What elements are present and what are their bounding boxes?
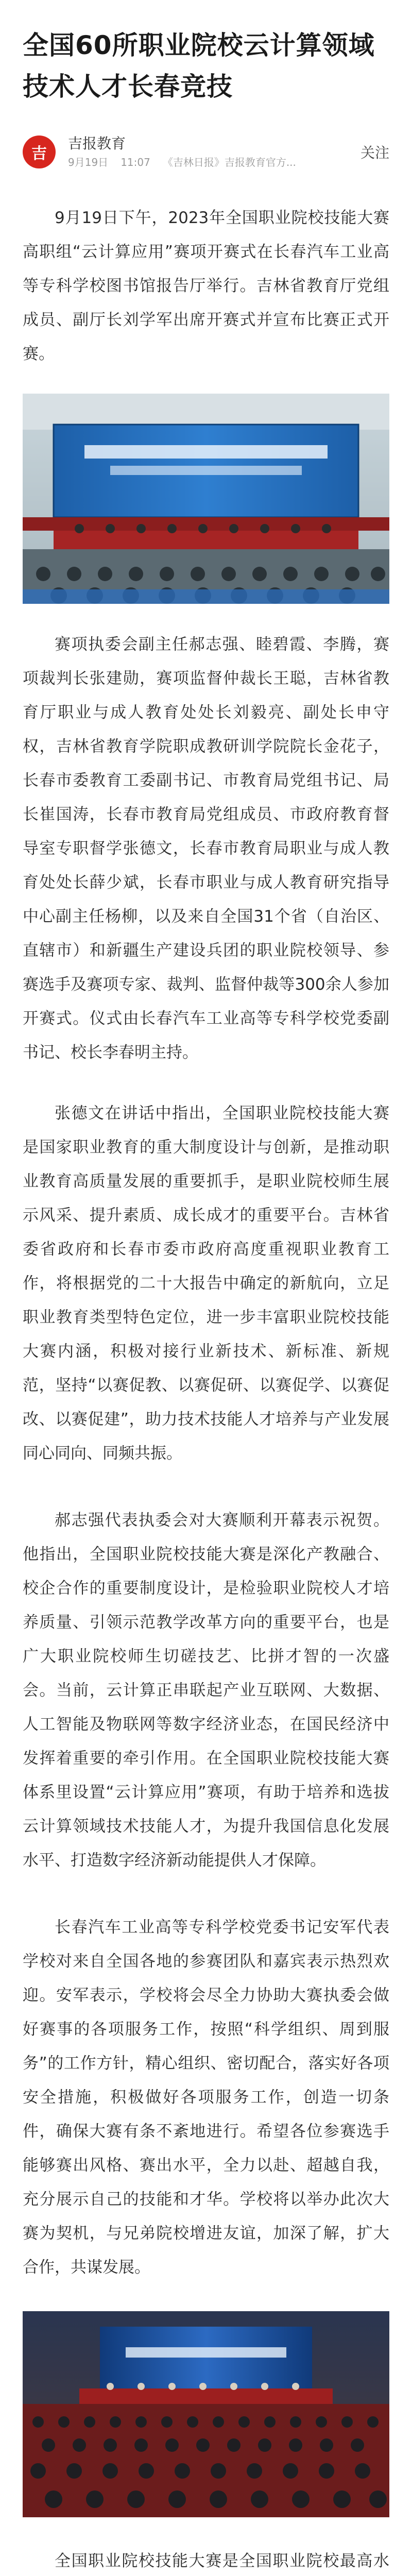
ceremony-audience-photo: [23, 2311, 389, 2517]
paragraph-3: 张德文在讲话中指出，全国职业院校技能大赛是国家职业教育的重大制度设计与创新，是推动职业教育高质量发展的重要抓手，是职业院校师生展示风采、提升素质、成长成才的重要平台。吉林省委省政府和长春市委市政府高度重视职业教育工作，将根据党的二十大报告中确定的新航向，立足职业教育类型特色定位，进一步丰富职业院校技能大赛内涵，积极对接行业新技术、新标准、新规范，坚持“以赛促教、以赛促研、以赛促学、以赛促改、以赛促建”，助力技术技能人才培养与产业发展同心同向、同频共振。: [23, 1104, 389, 1463]
author-bar: [0, 124, 412, 180]
article-title: 全国60所职业院校云计算领域技术人才长春竞技: [23, 30, 375, 101]
auditorium-stage-photo: [23, 394, 389, 604]
author-info: [68, 133, 350, 171]
publish-date: 9月19日: [68, 156, 109, 168]
auditorium-stage-image: [23, 394, 389, 604]
paragraph-4: 郝志强代表执委会对大赛顺利开幕表示祝贺。他指出，全国职业院校技能大赛是深化产教融合、校企合作的重要制度设计，是检验职业院校人才培养质量、引领示范教学改革方向的重要平台，也是广大职业院校师生切磋技艺、比拼才智的一次盛会。当前，云计算正串联起产业互联网、大数据、人工智能及物联网等数字经济业态，在国民经济中发挥着重要的牵引作用。在全国职业院校技能大赛体系里设置“云计算应用”赛项，有助于培养和选拔云计算领域技术技能人才，为提升我国信息化发展水平、打造数字经济新动能提供人才保障。: [23, 1511, 389, 1870]
author-avatar[interactable]: [23, 135, 56, 168]
follow-button[interactable]: 关注: [350, 137, 389, 167]
ceremony-audience-image: [23, 2311, 389, 2517]
paragraph-5: 长春汽车工业高等专科学校党委书记安军代表学校对来自全国各地的参赛团队和嘉宾表示热烈欢迎。安军表示，学校将会尽全力协助大赛执委会做好赛事的各项服务工作，按照“科学组织、周到服务”的工作方针，精心组织、密切配合，落实好各项安全措施，积极做好各项服务工作，创造一切条件，确保大赛有条不紊地进行。希望各位参赛选手能够赛出风格、赛出水平，全力以赴、超越自我，充分展示自己的技能和才华。学校将以举办此次大赛为契机，与兄弟院校增进友谊，加深了解，扩大合作，共谋发展。: [23, 1918, 389, 2277]
avatar-glyph: 吉: [31, 145, 47, 163]
publish-time: 11:07: [121, 156, 150, 168]
paragraph-2: 赛项执委会副主任郝志强、睦碧霞、李腾，赛项裁判长张建勋，赛项监督仲裁长王聪，吉林省教育厅职业与成人教育处处长刘毅亮、副处长申守权，吉林省教育学院职成教研训学院院长金花子，长春市委教育工委副书记、市教育局党组书记、局长崔国涛，长春市教育局党组成员、市政府教育督导室专职督学张德文，长春市教育局职业与成人教育处处长薛少斌，长春市职业与成人教育研究指导中心副主任杨柳，以及来自全国31个省（自治区、直辖市）和新疆生产建设兵团的职业院校领导、参赛选手及赛项专家、裁判、监督仲裁等300余人参加开赛式。仪式由长春汽车工业高等专科学校党委副书记、校长李春明主持。: [23, 635, 389, 1062]
paragraph-1: 9月19日下午，2023年全国职业院校技能大赛高职组“云计算应用”赛项开赛式在长春汽车工业高等专科学校图书馆报告厅举行。吉林省教育厅党组成员、副厅长刘学军出席开赛式并宣布比赛正式开赛。: [23, 209, 389, 363]
author-meta: [68, 154, 350, 171]
paragraph-6: 全国职业院校技能大赛是全国职业院校最高水: [55, 2552, 389, 2570]
author-channel: 《吉林日报》吉报教育官方...: [162, 156, 296, 168]
author-name[interactable]: 吉报教育: [68, 135, 126, 152]
